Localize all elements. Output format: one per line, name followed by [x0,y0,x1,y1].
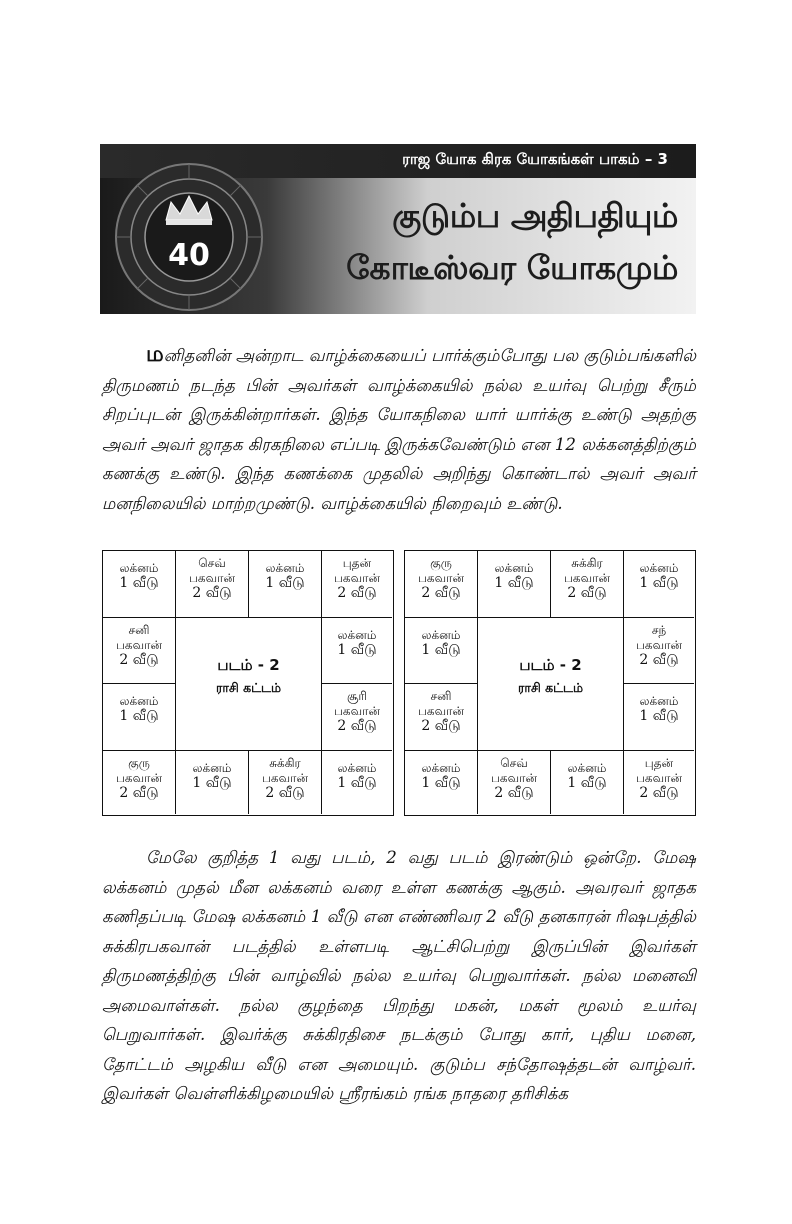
house-cell [103,618,176,685]
planet-name: லக்னம் [119,561,159,575]
planet-suffix: பகவான் [491,770,537,785]
planet-suffix: பகவான் [334,704,380,718]
house-cell [322,751,392,815]
chart-center-label [478,618,624,751]
house-value: 2 வீடு [639,784,679,801]
planet-name: சனி [430,689,452,703]
house-cell [103,684,176,751]
series-title: ராஜ யோக கிரக யோகங்கள் பாகம் – 3 [402,150,668,168]
house-cell [103,751,176,815]
house-value: 1 வீடு [421,641,461,658]
house-value: 1 வீடு [337,774,377,791]
planet-suffix: பகவான் [116,637,162,652]
house-value: 2 வீடு [337,585,377,601]
planet-suffix: பகவான் [418,571,464,585]
chart-subcaption: ராசி கட்டம் [517,679,584,695]
planet-name: லக்னம் [567,760,607,775]
house-cell [405,751,478,815]
chart-caption: படம் - 2 [217,655,280,674]
house-value: 2 வீடு [119,651,159,668]
planet-name: குரு [430,556,452,570]
house-value: 1 வீடு [119,708,159,724]
chart-caption: படம் - 2 [519,655,582,674]
explanation-paragraph: மேலே குறித்த 1 வது படம், 2 வது படம் இரண்டும் ஒன்றே. மேஷ லக்கனம் முதல் மீன லக்கனம் வரை உள்ள கணக்கு ஆகும். அவரவர் ஜாதக கணிதப்படி மேஷ லக்கனம் 1 வீடு என எண்ணிவர 2 வீடு தனகாரன் ரிஷபத்தில் சுக்கிரபகவான் படத்தில் உள்ளபடி ஆட்சிபெற்று இருப்பின் இவர்கள் திருமணத்திற்கு பின் வாழ்வில் நல்ல உயர்வு பெறுவார்கள். நல்ல மனைவி அமைவாள்கள். நல்ல குழந்தை பிறந்து மகன், மகள் மூலம் உயர்வு பெறுவார்கள். இவர்க்கு சுக்கிரதிசை நடக்கும் போது கார், புதிய மனை, தோட்டம் அழகிய வீடு என அமையும். குடும்ப சந்தோஷத்தடன் வாழ்வர். இவர்கள் வெள்ளிக்கிழமையில் ஸ்ரீரங்கம் ரங்க நாதரை தரிசிக்க [102,848,696,1103]
intro-text: னிதனின் அன்றாட வாழ்க்கையைப் பார்க்கும்போது பல குடும்பங்களில் திருமணம் நடந்த பின் அவர்கள் வாழ்க்கையில் நல்ல உயர்வு பெற்று சீரும் சிறப்புடன் இருக்கின்றார்கள். இந்த யோகநிலை யார் யார்க்கு உண்டு அதற்கு அவர் அவர் ஜாதக கிரகநிலை எப்படி இருக்கவேண்டும் என 12 லக்கனத்திற்கும் கணக்கு உண்டு. இந்த கணக்கை முதலில் அறிந்து கொண்டால் அவர் அவர் மனநிலையில் மாற்றமுண்டு. வாழ்க்கையில் நிறைவும் உண்டு. [102,346,696,513]
planet-suffix: பகவான் [636,637,682,652]
house-cell [103,551,176,618]
planet-name: சந் [651,622,667,637]
house-cell [405,551,478,618]
house-value: 1 வீடு [421,774,461,791]
planet-name: செவ் [198,556,226,570]
house-cell [322,551,392,618]
house-value: 2 வீடு [567,585,607,601]
house-value: 1 வீடு [494,575,534,591]
house-cell [478,751,551,815]
house-value: 1 வீடு [265,575,305,591]
chart-subcaption: ராசி கட்டம் [215,679,282,695]
planet-suffix: பகவான் [564,571,610,585]
planet-name: சனி [128,622,150,637]
planet-name: லக்னம் [639,694,679,708]
chapter-banner [100,144,696,314]
planet-name: லக்னம் [265,561,305,575]
planet-name: சூரி [346,689,368,703]
house-value: 2 வீடு [192,585,232,601]
zodiac-crown-emblem [114,162,264,312]
rasi-chart-2 [404,550,696,816]
house-value: 2 வீடு [421,718,461,734]
planet-name: லக்னம் [639,561,679,575]
planet-name: புதன் [342,556,372,570]
planet-name: செவ் [500,755,528,770]
house-cell [322,618,392,685]
chart-center-label [176,618,322,751]
planet-name: லக்னம் [119,694,159,708]
planet-suffix: பகவான் [636,770,682,785]
intro-paragraph [102,340,696,518]
house-value: 2 வீடு [119,784,159,801]
planet-name: லக்னம் [421,627,461,642]
house-cell [322,684,392,751]
planet-name: லக்னம் [337,627,377,642]
house-cell [249,551,322,618]
planet-suffix: பகவான் [189,571,235,585]
house-cell [624,684,694,751]
house-cell [478,551,551,618]
house-cell [405,618,478,685]
house-cell [551,751,624,815]
house-value: 2 வீடு [494,784,534,801]
planet-name: புதன் [644,755,674,770]
house-cell [551,551,624,618]
planet-suffix: பகவான் [116,770,162,785]
house-cell [624,618,694,685]
planet-name: குரு [128,755,150,770]
planet-name: லக்னம் [494,561,534,575]
house-value: 1 வீடு [337,641,377,658]
house-value: 2 வீடு [265,784,305,801]
house-value: 1 வீடு [567,774,607,791]
house-cell [176,751,249,815]
planet-suffix: பகவான் [334,571,380,585]
house-value: 2 வீடு [639,651,679,668]
house-value: 1 வீடு [119,575,159,591]
planet-name: சுக்கிர [571,556,603,570]
rasi-chart-1 [102,550,394,816]
planet-suffix: பகவான் [262,770,308,785]
drop-cap: ம [146,341,164,367]
house-cell [624,751,694,815]
house-value: 1 வீடு [192,774,232,791]
chapter-number: 40 [168,238,210,273]
house-cell [624,551,694,618]
planet-name: லக்னம் [337,760,377,775]
planet-name: சுக்கிர [269,755,301,770]
house-cell [249,751,322,815]
planet-name: லக்னம் [192,760,232,775]
planet-name: லக்னம் [421,760,461,775]
chapter-title-line2: கோடீஸ்வர யோகமும் [346,248,678,287]
house-value: 2 வீடு [421,585,461,601]
chapter-title-line1: குடும்ப அதிபதியும் [392,196,678,235]
house-value: 1 வீடு [639,575,679,591]
planet-suffix: பகவான் [418,704,464,718]
house-cell [405,684,478,751]
house-value: 2 வீடு [337,718,377,734]
house-value: 1 வீடு [639,708,679,724]
house-cell [176,551,249,618]
